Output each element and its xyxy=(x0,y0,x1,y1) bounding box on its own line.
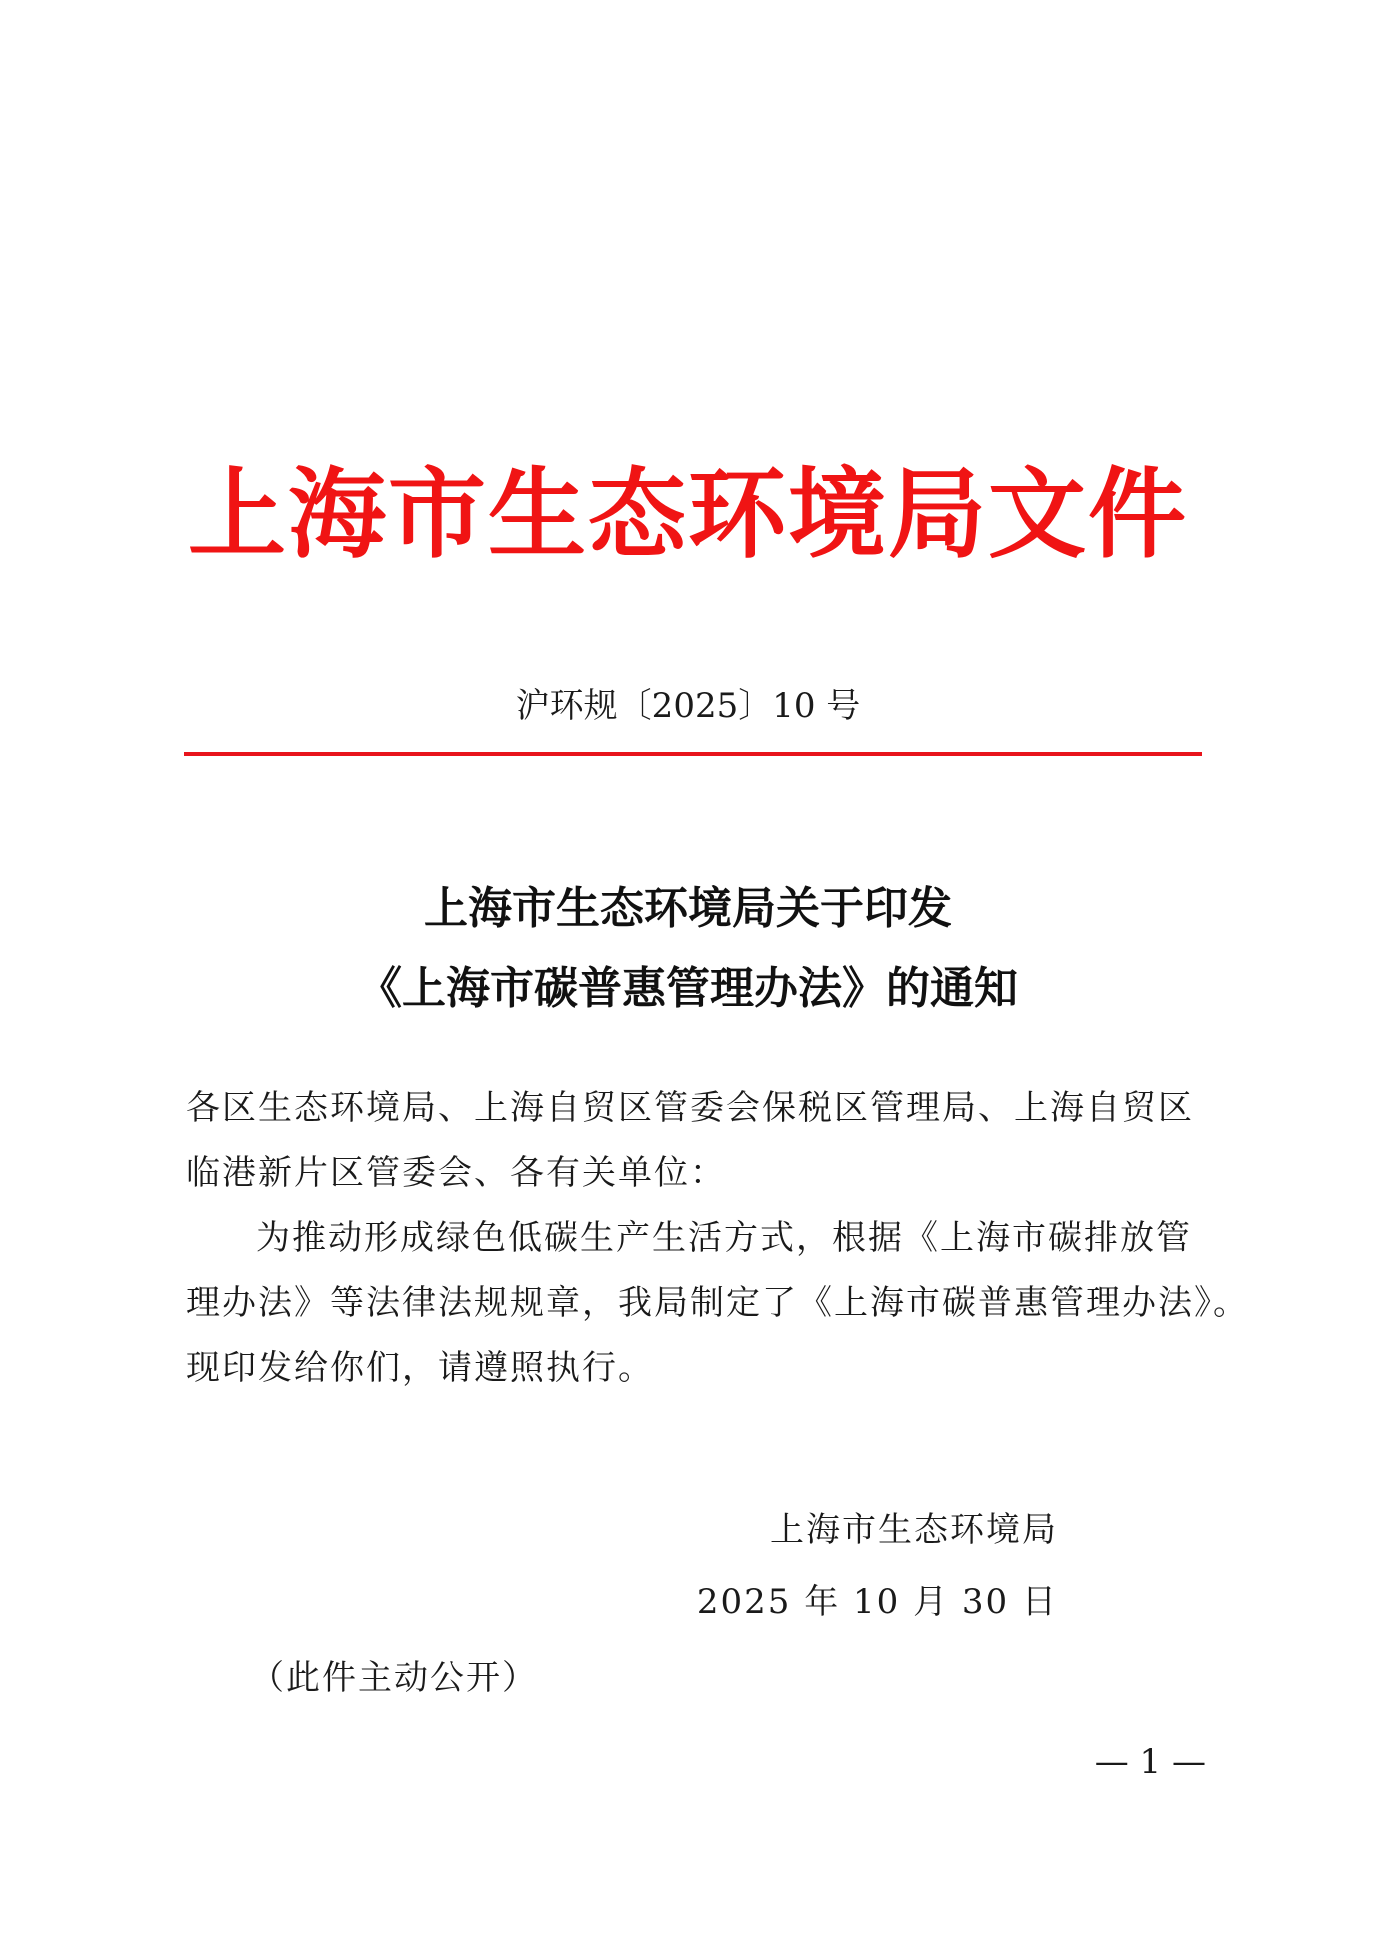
header-red-rule xyxy=(184,752,1202,756)
notice-title-line-2: 《上海市碳普惠管理办法》的通知 xyxy=(358,963,1018,1014)
notice-title-line-1: 上海市生态环境局关于印发 xyxy=(424,883,952,934)
body-paragraph-line-1: 为推动形成绿色低碳生产生活方式，根据《上海市碳排放管 xyxy=(256,1218,1192,1258)
addressee-line-2: 临港新片区管委会、各有关单位： xyxy=(186,1153,726,1193)
body-paragraph-line-3: 现印发给你们，请遵照执行。 xyxy=(186,1348,654,1388)
disclosure-note: （此件主动公开） xyxy=(250,1658,538,1698)
body-paragraph-line-2: 理办法》等法律法规规章，我局制定了《上海市碳普惠管理办法》。 xyxy=(186,1283,1249,1323)
issuer-signature: 上海市生态环境局 xyxy=(770,1510,1058,1550)
issue-date: 2025 年 10 月 30 日 xyxy=(696,1582,1058,1622)
document-number: 沪环规〔2025〕10 号 xyxy=(515,686,861,726)
page-number: — 1 — xyxy=(1094,1742,1206,1782)
document-header-title: 上海市生态环境局文件 xyxy=(187,458,1188,572)
addressee-line-1: 各区生态环境局、上海自贸区管委会保税区管理局、上海自贸区 xyxy=(186,1088,1194,1128)
